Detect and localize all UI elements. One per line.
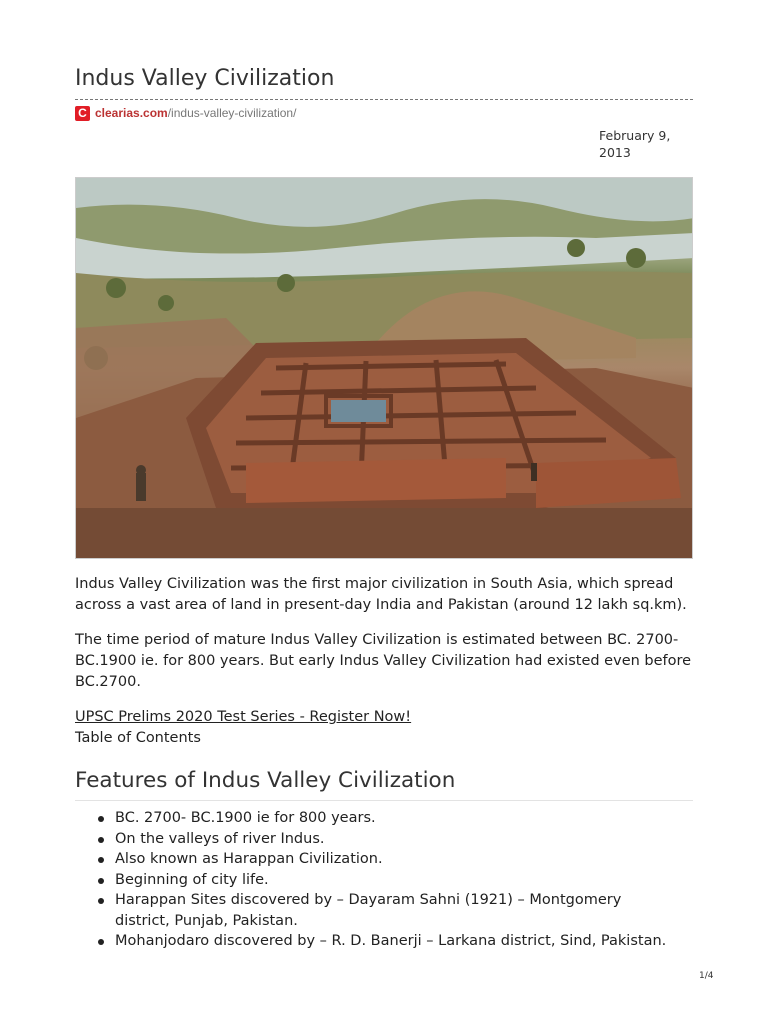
test-series-link[interactable]: UPSC Prelims 2020 Test Series - Register Now! <box>75 709 412 725</box>
date-month-day: February 9, <box>599 128 671 143</box>
list-item: Mohanjodaro discovered by – R. D. Banerji – Larkana district, Sind, Pakistan. <box>75 931 675 952</box>
source-path[interactable]: /indus-valley-civilization/ <box>167 106 297 120</box>
source-link[interactable] <box>75 105 296 121</box>
title-divider <box>75 99 693 100</box>
source-domain[interactable]: clearias.com <box>95 106 168 120</box>
diorama-illustration <box>76 178 693 559</box>
heading-rule <box>75 800 693 801</box>
list-item: BC. 2700- BC.1900 ie for 800 years. <box>75 808 675 829</box>
page-title: Indus Valley Civilization <box>75 66 335 91</box>
clearias-logo-icon: C <box>75 106 90 121</box>
time-period-paragraph: The time period of mature Indus Valley Civilization is estimated between BC. 2700-BC.1900 ie. for 800 years. But early Indus Valley Civilization had existed even before BC.2700. <box>75 632 692 690</box>
features-list <box>75 808 675 952</box>
intro-paragraph: Indus Valley Civilization was the first major civilization in South Asia, which spread across a vast area of land in present-day India and Pakistan (around 12 lakh sq.km). <box>75 576 687 613</box>
list-item: Also known as Harappan Civilization. <box>75 849 675 870</box>
hero-image-mohenjodaro-diorama <box>75 177 693 559</box>
publish-date <box>599 127 679 161</box>
list-item: Beginning of city life. <box>75 870 675 891</box>
features-heading: Features of Indus Valley Civilization <box>75 768 456 793</box>
list-item: Harappan Sites discovered by – Dayaram Sahni (1921) – Montgomery district, Punjab, Pakistan. <box>75 890 675 931</box>
page-number: 1/4 <box>699 971 714 981</box>
list-item: On the valleys of river Indus. <box>75 829 675 850</box>
table-of-contents-label[interactable]: Table of Contents <box>75 730 201 746</box>
date-year: 2013 <box>599 145 631 160</box>
